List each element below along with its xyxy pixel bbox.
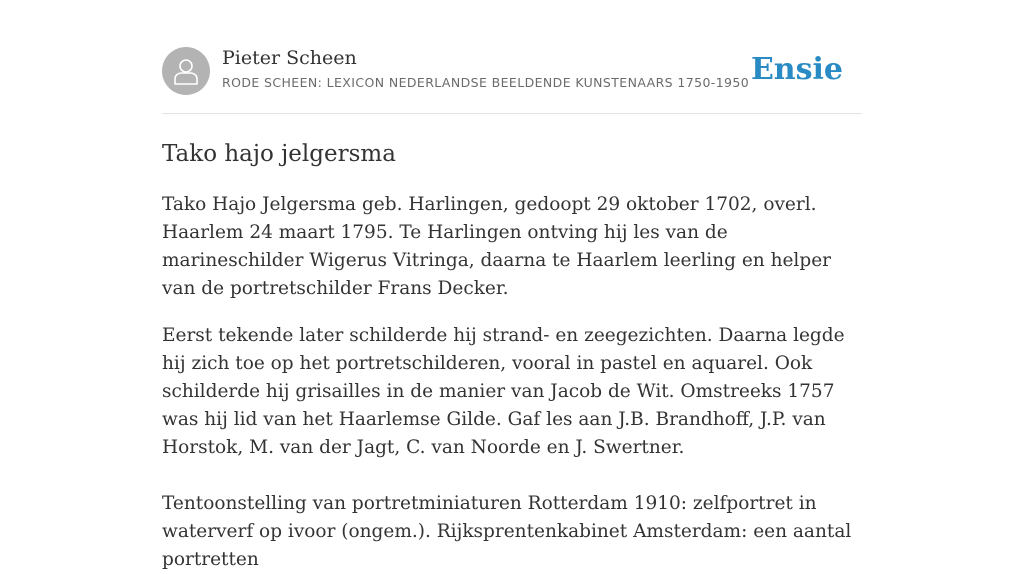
author-avatar[interactable] [162,47,210,95]
article-header [162,47,862,114]
brand-logo[interactable]: Ensie [750,52,843,87]
author-name[interactable]: Pieter Scheen [222,47,357,69]
article-page [162,0,862,574]
article-paragraph: Tako Hajo Jelgersma geb. Harlingen, gedoopt 29 oktober 1702, overl. Haarlem 24 maart 1795. Te Harlingen ontving hij les van de marineschilder Wigerus Vitringa, daarna te Haarlem leerling en helper van de portretschilder Frans Decker. [162,194,831,299]
article-body [162,191,862,574]
article-paragraph: Eerst tekende later schilderde hij strand- en zeegezichten. Daarna legde hij zich toe op het portretschilderen, vooral in pastel en aquarel. Ook schilderde hij grisailles in de manier van Jacob de Wit. Omstreeks 1757 was hij lid van het Haarlemse Gilde. Gaf les aan J.B. Brandhoff, J.P. van Horstok, M. van der Jagt, C. van Noorde en J. Swertner. [162,325,845,458]
article-title: Tako hajo jelgersma [162,141,396,167]
article-paragraph: Tentoonstelling van portretminiaturen Rotterdam 1910: zelfportret in waterverf op ivoor (ongem.). Rijksprentenkabinet Amsterdam: een aantal portretten [162,493,852,570]
source-title[interactable]: RODE SCHEEN: LEXICON NEDERLANDSE BEELDENDE KUNSTENAARS 1750-1950 [222,75,750,90]
user-avatar-icon [173,57,199,85]
